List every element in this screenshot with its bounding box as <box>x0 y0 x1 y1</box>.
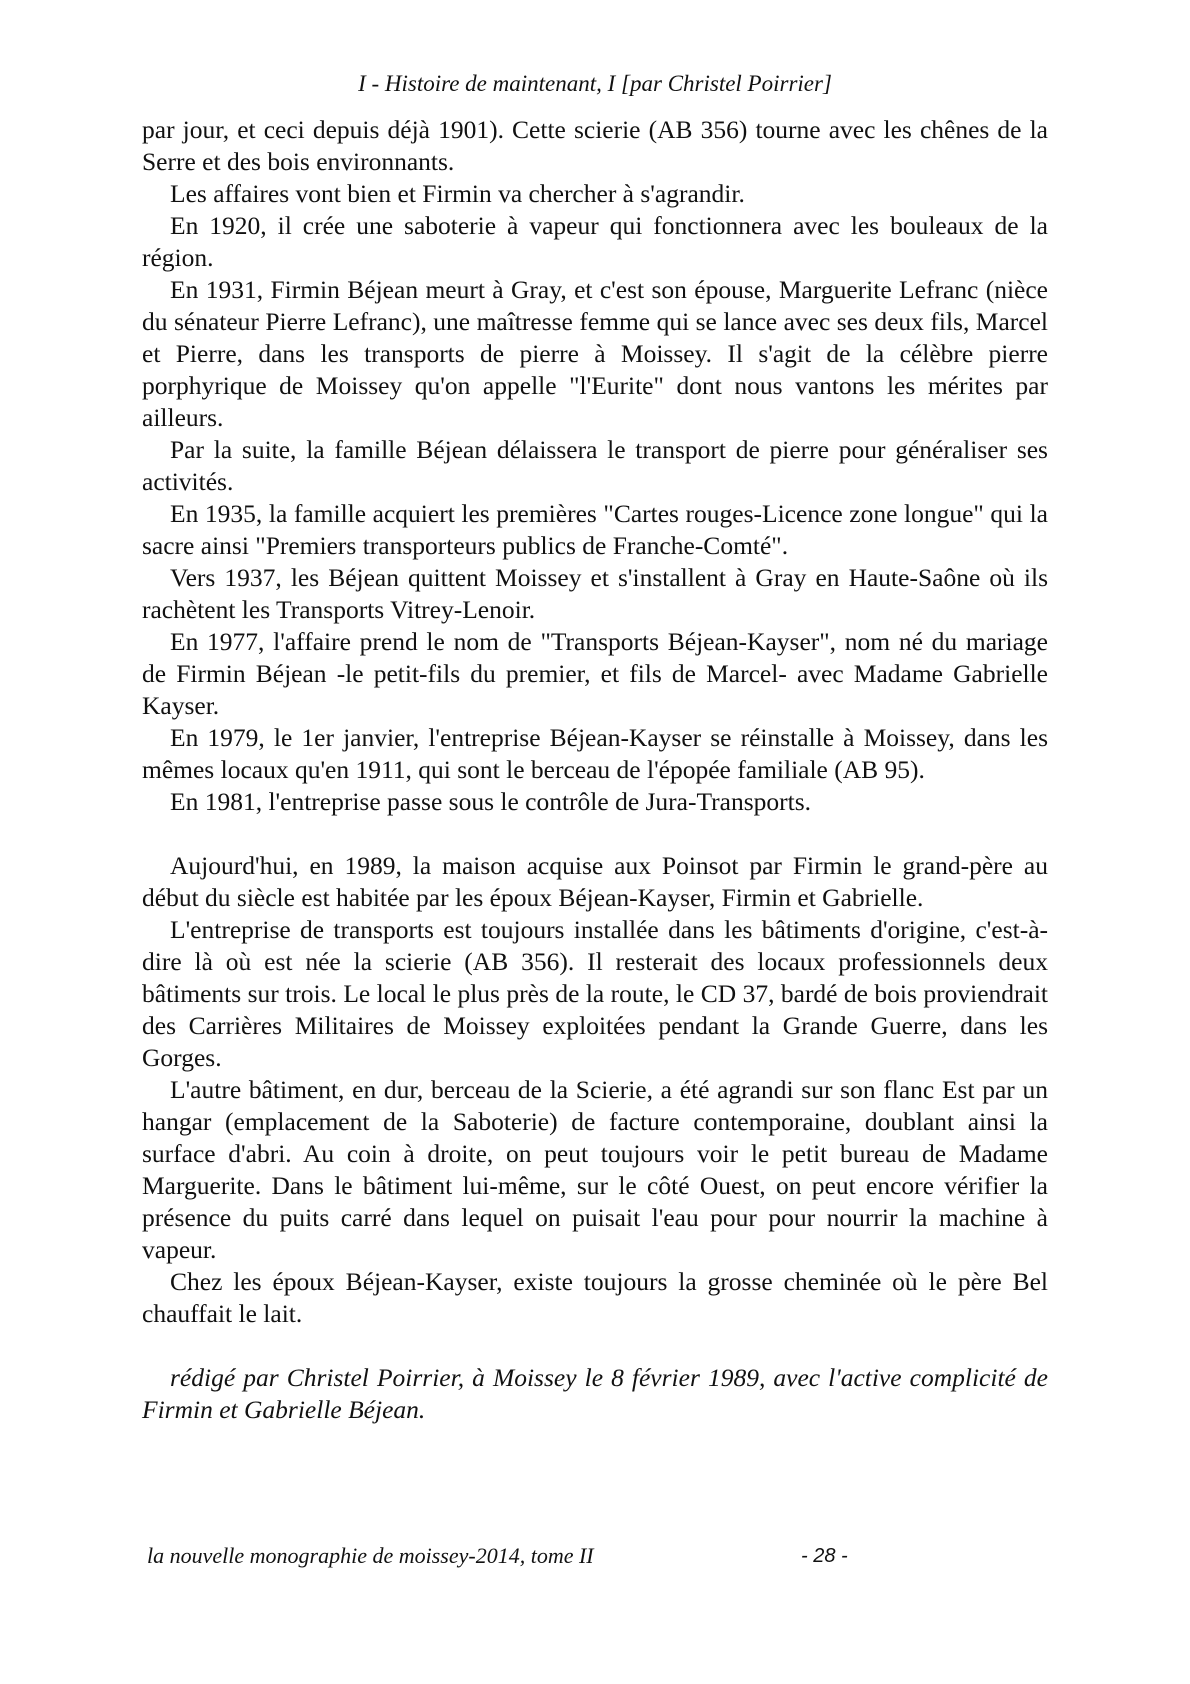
paragraph-1931: En 1931, Firmin Béjean meurt à Gray, et c'est son épouse, Marguerite Lefranc (nièce du sénateur Pierre Lefranc), une maîtresse femme qui se lance avec ses deux fils, Marcel et Pierre, dans les transports de pierre à Moissey. Il s'agit de la célèbre pierre porphyrique de Moissey qu'on appelle "l'Eurite" dont nous vantons les mérites par ailleurs. <box>142 275 1048 432</box>
paragraph-1937: Vers 1937, les Béjean quittent Moissey et s'installent à Gray en Haute-Saône où ils rachètent les Transports Vitrey-Lenoir. <box>142 563 1048 624</box>
paragraph-chimney: Chez les époux Béjean-Kayser, existe toujours la grosse cheminée où le père Bel chauffait le lait. <box>142 1267 1048 1328</box>
paragraph-buildings: L'entreprise de transports est toujours installée dans les bâtiments d'origine, c'est-à-dire là où est née la scierie (AB 356). Il resterait des locaux professionnels deux bâtiments sur trois. Le local le plus près de la route, le CD 37, bardé de bois proviendrait des Carrières Militaires de Moissey exploitées pendant la Grande Guerre, dans les Gorges. <box>142 915 1048 1072</box>
paragraph-1979: En 1979, le 1er janvier, l'entreprise Béjean-Kayser se réinstalle à Moissey, dans les mêmes locaux qu'en 1911, qui sont le berceau de l'épopée familiale (AB 95). <box>142 723 1048 784</box>
paragraph-other-building: L'autre bâtiment, en dur, berceau de la Scierie, a été agrandi sur son flanc Est par un hangar (emplacement de la Saboterie) de facture contemporaine, doublant ainsi la surface d'abri. Au coin à droite, on peut toujours voir le petit bureau de Madame Marguerite. Dans le bâtiment lui-même, sur le côté Ouest, on peut encore vérifier la présence du puits carré dans lequel on puisait l'eau pour pour nourrir la machine à vapeur. <box>142 1075 1048 1264</box>
paragraph-1920-saboterie: En 1920, il crée une saboterie à vapeur qui fonctionnera avec les bouleaux de la région. <box>142 211 1048 272</box>
running-head: I - Histoire de maintenant, I [par Christel Poirrier] <box>358 71 832 96</box>
footer-publication-title: la nouvelle monographie de moissey-2014, tome II <box>147 1543 594 1568</box>
paragraph-1977: En 1977, l'affaire prend le nom de "Transports Béjean-Kayser", nom né du mariage de Firmin Béjean -le petit-fils du premier, et fils de Marcel- avec Madame Gabrielle Kayser. <box>142 627 1048 720</box>
paragraph-1989-house: Aujourd'hui, en 1989, la maison acquise aux Poinsot par Firmin le grand-père au début du siècle est habitée par les époux Béjean-Kayser, Firmin et Gabrielle. <box>142 851 1048 912</box>
paragraph-1981: En 1981, l'entreprise passe sous le contrôle de Jura-Transports. <box>170 787 812 816</box>
page-number: - 28 - <box>801 1545 848 1567</box>
signature-note: rédigé par Christel Poirrier, à Moissey le 8 février 1989, avec l'active complicité de Firmin et Gabrielle Béjean. <box>142 1363 1048 1424</box>
paragraph-business-growth: Les affaires vont bien et Firmin va chercher à s'agrandir. <box>170 179 745 208</box>
paragraph-generalisation: Par la suite, la famille Béjean délaissera le transport de pierre pour généraliser ses activités. <box>142 435 1048 496</box>
paragraph-1935: En 1935, la famille acquiert les premières "Cartes rouges-Licence zone longue" qui la sacre ainsi "Premiers transporteurs publics de Franche-Comté". <box>142 499 1048 560</box>
page-body <box>142 114 1048 1426</box>
paragraph-sawmill-continued: par jour, et ceci depuis déjà 1901). Cette scierie (AB 356) tourne avec les chênes de la Serre et des bois environnants. <box>142 115 1048 176</box>
